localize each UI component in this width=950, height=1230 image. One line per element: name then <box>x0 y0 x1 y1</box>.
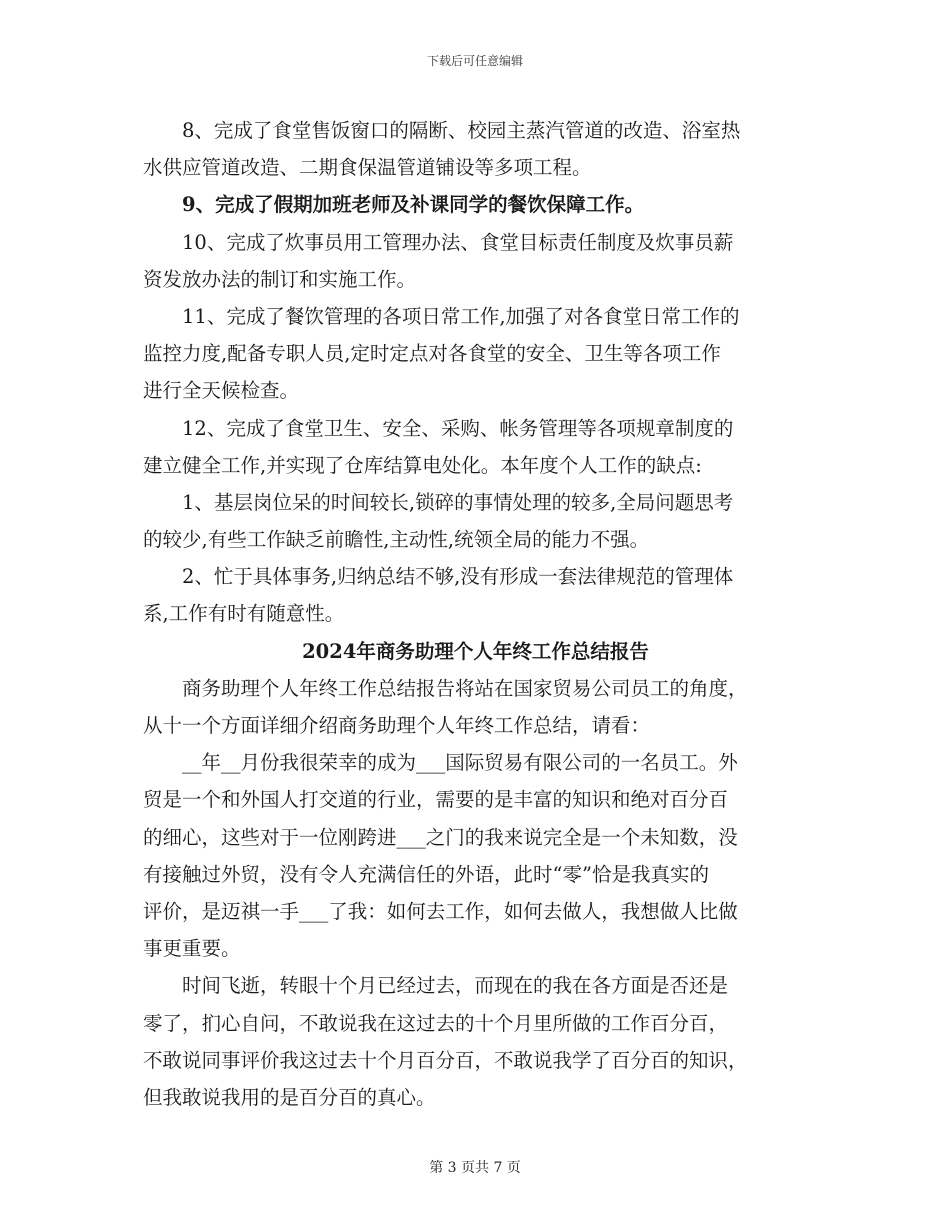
text-line: 水供应管道改造、二期食保温管道铺设等多项工程。 <box>143 156 592 180</box>
text-line: 1、基层岗位呆的时间较长,锁碎的事情处理的较多,全局问题思考 <box>143 490 734 514</box>
text-line: 2、忙于具体事务,归纳总结不够,没有形成一套法律规范的管理体 <box>143 565 734 589</box>
text-line: 8、完成了食堂售饭窗口的隔断、校园主蒸汽管道的改造、浴室热 <box>143 119 741 142</box>
text-line: 11、完成了餐饮管理的各项日常工作,加强了对各食堂日常工作的 <box>143 304 740 328</box>
section-title: 2024年商务助理个人年终工作总结报告 <box>302 639 649 663</box>
text-line: 建立健全工作,并实现了仓库结算电处化。本年度个人工作的缺点: <box>143 453 702 477</box>
text-line: 零了，扪心自问，不敢说我在这过去的十个月里所做的工作百分百， <box>143 1011 729 1035</box>
text-line: 12、完成了食堂卫生、安全、采购、帐务管理等各项规章制度的 <box>143 416 734 440</box>
text-line: 系,工作有时有随意性。 <box>143 602 345 626</box>
text-line: 评价，是迈祺一手___了我：如何去工作，如何去做人，我想做人比做 <box>143 899 738 923</box>
text-line: 从十一个方面详细介绍商务助理个人年终工作总结，请看： <box>143 714 651 737</box>
text-line: __年__月份我很荣幸的成为___国际贸易有限公司的一名员工。外 <box>143 751 738 775</box>
page-header: 下载后可任意编辑 <box>426 54 523 68</box>
text-line: 有接触过外贸，没有令人充满信任的外语，此时“零”恰是我真实的 <box>143 862 709 886</box>
text-line: 商务助理个人年终工作总结报告将站在国家贸易公司员工的角度， <box>143 676 748 700</box>
text-line: 资发放办法的制订和实施工作。 <box>143 267 417 291</box>
text-line: 贸是一个和外国人打交道的行业，需要的是丰富的知识和绝对百分百 <box>143 788 729 812</box>
text-line: 进行全天候检查。 <box>143 379 300 403</box>
text-line: 事更重要。 <box>143 937 241 961</box>
text-line: 的细心，这些对于一位刚跨进___之门的我来说完全是一个未知数，没 <box>143 825 738 849</box>
text-line: 不敢说同事评价我这过去十个月百分百，不敢说我学了百分百的知识， <box>143 1048 748 1072</box>
page-footer: 第 3 页共 7 页 <box>429 1160 521 1176</box>
text-line: 9、完成了假期加班老师及补课同学的餐饮保障工作。 <box>143 193 645 217</box>
document-body <box>143 112 808 1116</box>
text-line: 监控力度,配备专职人员,定时定点对各食堂的安全、卫生等各项工作 <box>143 342 721 366</box>
text-line: 时间飞逝，转眼十个月已经过去，而现在的我在各方面是否还是 <box>143 974 729 998</box>
text-line: 的较少,有些工作缺乏前瞻性,主动性,统领全局的能力不强。 <box>143 528 650 552</box>
text-line: 10、完成了炊事员用工管理办法、食堂目标责任制度及炊事员薪 <box>143 230 734 254</box>
text-line: 但我敢说我用的是百分百的真心。 <box>143 1085 436 1109</box>
